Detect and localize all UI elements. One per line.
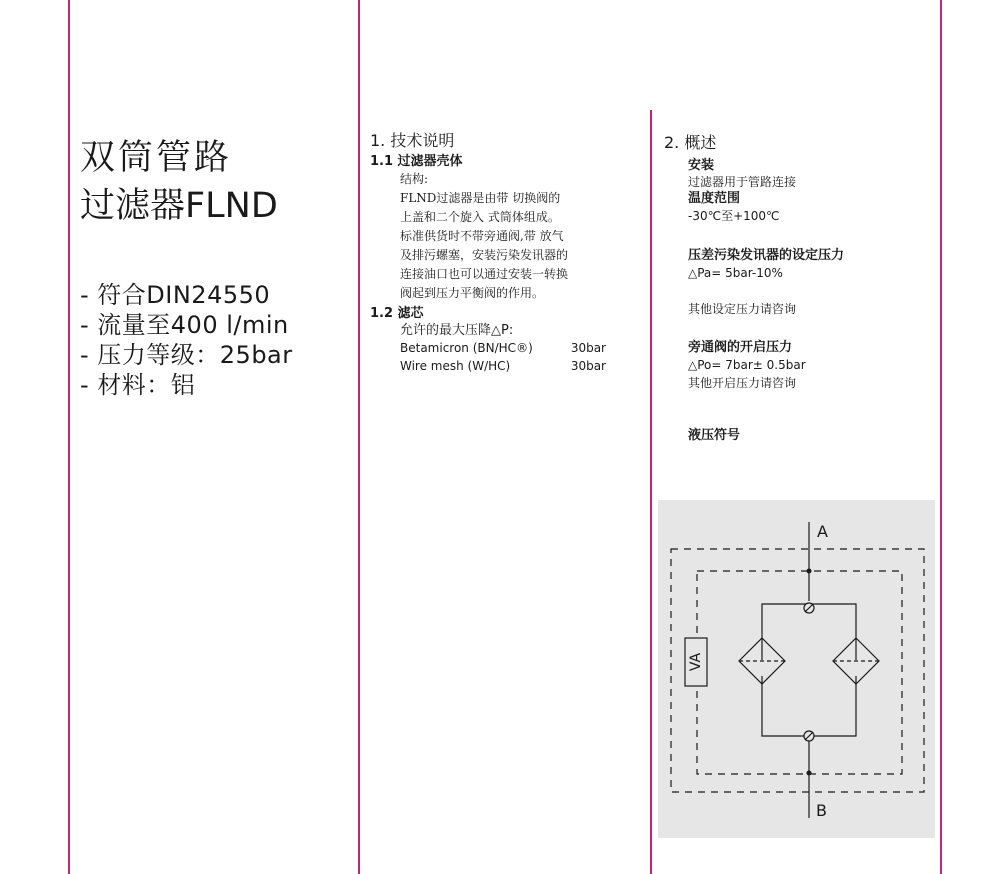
product-title-line1: 双筒管路 <box>80 138 233 178</box>
structure-line: 连接油口也可以通过安装一转换 <box>400 267 569 281</box>
product-title-line2: 过滤器FLND <box>80 186 278 226</box>
section12-title: 1.2 滤芯 <box>370 306 424 321</box>
inner-dashed-box <box>697 571 902 774</box>
bypass-text: △Po= 7bar± 0.5bar <box>688 358 806 372</box>
hydraulic-symbol-svg <box>658 500 935 838</box>
element-name: Betamicron (BN/HC®) <box>400 341 533 355</box>
dp-indicator-text: △Pa= 5bar-10% <box>688 266 783 280</box>
spec-item: - 流量至400 l/min <box>80 311 289 339</box>
divider-line-middle <box>358 0 360 874</box>
product-title-block <box>80 134 278 230</box>
spec-item: - 压力等级：25bar <box>80 341 293 369</box>
structure-line: 及排污螺塞，安装污染发讯器的 <box>400 248 569 262</box>
element-name: Wire mesh (W/HC) <box>400 359 511 373</box>
spec-item: - 符合DIN24550 <box>80 281 271 309</box>
dp-indicator-label: 压差污染发讯器的设定压力 <box>688 248 845 263</box>
section2-title: 2. 概述 <box>664 133 717 152</box>
junction-dot-bottom <box>807 771 812 776</box>
spec-item: - 材料：铝 <box>80 371 196 399</box>
hydraulic-symbol-diagram <box>658 500 935 838</box>
technical-description <box>370 131 640 375</box>
install-text: 过滤器用于管路连接 <box>688 175 797 189</box>
bypass-label: 旁通阀的开启压力 <box>688 340 793 355</box>
junction-dot-top <box>807 569 812 574</box>
temperature-text: -30℃至+100℃ <box>688 209 780 223</box>
install-label: 安装 <box>688 158 715 173</box>
dp-other-text: 其他设定压力请咨询 <box>688 302 797 316</box>
hydraulic-symbol-label: 液压符号 <box>688 428 741 443</box>
max-pressure-drop-label: 允许的最大压降△P: <box>400 323 514 338</box>
spec-list <box>80 280 293 400</box>
section11-title: 1.1 过滤器壳体 <box>370 154 463 169</box>
bottom-branch <box>762 676 856 736</box>
element-row <box>400 357 606 375</box>
port-a-label: A <box>817 522 828 541</box>
element-value: 30bar <box>570 359 606 373</box>
structure-line: 上盖和二个旋入 式筒体组成。 <box>400 210 560 224</box>
temperature-label: 温度范围 <box>688 191 741 206</box>
structure-line: 标准供货时不带旁通阀,带 放气 <box>400 229 564 243</box>
divider-line-left <box>68 0 70 874</box>
divider-line-right-short <box>650 110 652 874</box>
section1-title: 1. 技术说明 <box>370 131 455 150</box>
divider-line-right <box>940 0 942 874</box>
structure-line: 阀起到压力平衡阀的作用。 <box>400 286 545 300</box>
indicator-va-label: VA <box>688 652 704 672</box>
element-row <box>400 339 606 357</box>
port-b-label: B <box>816 801 827 820</box>
outer-dashed-box <box>671 549 924 792</box>
bypass-other-text: 其他开启压力请咨询 <box>688 376 797 390</box>
overview-section <box>664 133 934 444</box>
structure-line: FLND过滤器是由带 切换阀的 <box>400 191 561 205</box>
element-value: 30bar <box>570 341 606 355</box>
structure-label: 结构: <box>400 172 429 186</box>
